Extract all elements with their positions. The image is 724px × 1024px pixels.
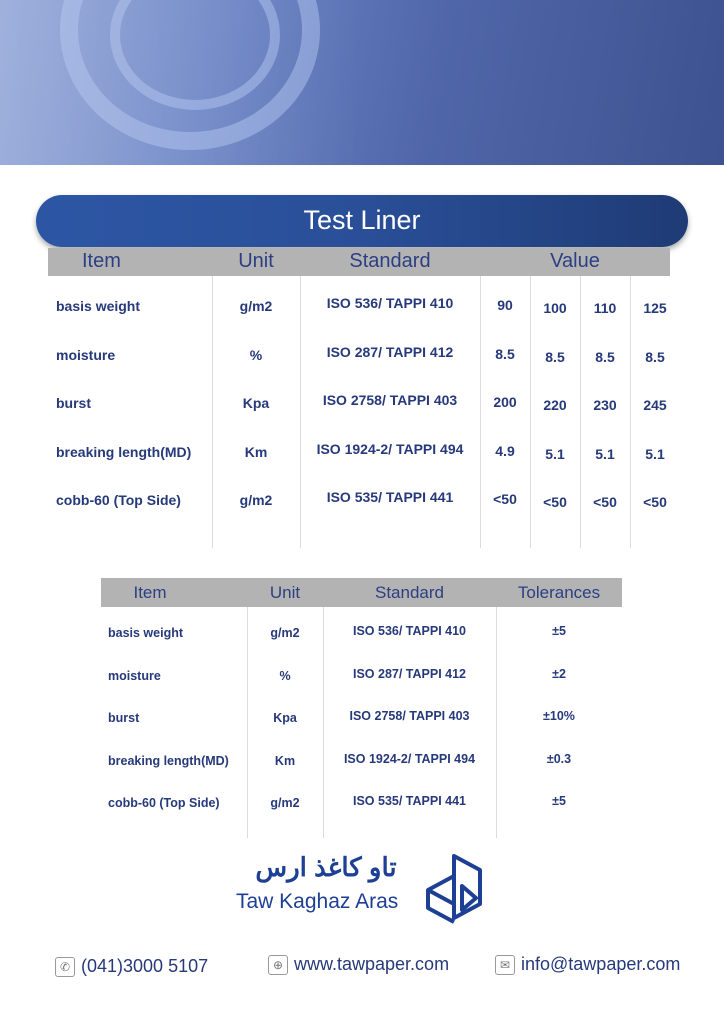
row-value: 230 xyxy=(593,397,617,413)
row-standard: ISO 536/ TAPPI 410 xyxy=(326,295,454,311)
row-unit: % xyxy=(249,347,263,363)
row-unit: % xyxy=(279,669,291,683)
row-standard: ISO 2758/ TAPPI 403 xyxy=(349,709,470,723)
logo-english: Taw Kaghaz Aras xyxy=(236,890,399,913)
row-value: 100 xyxy=(543,300,567,316)
row-tolerance: ±5 xyxy=(552,794,566,808)
header-cell: Standard xyxy=(349,250,431,272)
row-value: 8.5 xyxy=(595,349,615,365)
row-value: 8.5 xyxy=(495,346,515,362)
logo xyxy=(236,852,486,927)
row-unit: g/m2 xyxy=(270,626,300,640)
row-value: 8.5 xyxy=(645,349,665,365)
row-value: 125 xyxy=(643,300,667,316)
row-value: 8.5 xyxy=(545,349,565,365)
row-item: cobb-60 (Top Side) xyxy=(108,796,220,810)
header-cell: Item xyxy=(82,250,121,272)
footer-phone[interactable]: ✆ (041)3000 5107 xyxy=(55,956,208,977)
row-unit: Km xyxy=(244,444,268,460)
header-cell: Unit xyxy=(269,583,301,602)
footer-website[interactable]: ⊕ www.tawpaper.com xyxy=(268,954,449,975)
row-standard: ISO 535/ TAPPI 441 xyxy=(352,794,467,808)
row-tolerance: ±5 xyxy=(552,624,566,638)
row-value: 4.9 xyxy=(495,443,515,459)
row-unit: g/m2 xyxy=(270,796,300,810)
row-value: 220 xyxy=(543,397,567,413)
header-cell: Tolerances xyxy=(517,583,601,602)
row-standard: ISO 287/ TAPPI 412 xyxy=(352,667,467,681)
row-item: moisture xyxy=(108,669,161,683)
row-item: basis weight xyxy=(56,298,141,314)
row-item: cobb-60 (Top Side) xyxy=(56,492,181,508)
row-value: 200 xyxy=(493,394,517,410)
row-value: 5.1 xyxy=(645,446,665,462)
row-unit: Kpa xyxy=(273,711,297,725)
row-value: <50 xyxy=(593,494,617,510)
row-value: 245 xyxy=(643,397,667,413)
row-unit: g/m2 xyxy=(239,298,273,314)
hero-image-paper-roll xyxy=(0,0,724,165)
row-tolerance: ±0.3 xyxy=(546,752,572,766)
row-unit: Kpa xyxy=(242,395,270,411)
row-value: 5.1 xyxy=(595,446,615,462)
row-item: breaking length(MD) xyxy=(56,444,192,460)
row-value: 5.1 xyxy=(545,446,565,462)
row-item: burst xyxy=(108,711,140,725)
row-item: burst xyxy=(56,395,91,411)
row-item: basis weight xyxy=(108,626,184,640)
row-value: 90 xyxy=(497,297,513,313)
header-cell: Unit xyxy=(238,250,274,272)
globe-icon: ⊕ xyxy=(268,955,288,975)
phone-icon: ✆ xyxy=(55,957,75,977)
row-standard: ISO 2758/ TAPPI 403 xyxy=(322,392,458,408)
header-cell: Value xyxy=(550,250,600,272)
title-banner: Test Liner xyxy=(36,195,688,247)
row-standard: ISO 1924-2/ TAPPI 494 xyxy=(316,441,464,457)
column-divider xyxy=(300,276,301,548)
row-value: <50 xyxy=(493,491,517,507)
mail-icon: ✉ xyxy=(495,955,515,975)
table-header xyxy=(48,248,670,276)
row-value: <50 xyxy=(643,494,667,510)
row-unit: g/m2 xyxy=(239,492,273,508)
row-tolerance: ±2 xyxy=(552,667,566,681)
table-header xyxy=(101,578,622,607)
row-value: 110 xyxy=(593,300,617,316)
footer-email[interactable]: ✉ info@tawpaper.com xyxy=(495,954,680,975)
row-standard: ISO 1924-2/ TAPPI 494 xyxy=(343,752,476,766)
column-divider xyxy=(480,276,481,548)
logo-mark-icon xyxy=(424,852,486,927)
row-standard: ISO 536/ TAPPI 410 xyxy=(352,624,467,638)
row-standard: ISO 287/ TAPPI 412 xyxy=(326,344,454,360)
row-unit: Km xyxy=(274,754,296,768)
header-cell: Item xyxy=(133,583,167,602)
row-standard: ISO 535/ TAPPI 441 xyxy=(326,489,454,505)
row-item: breaking length(MD) xyxy=(108,754,229,768)
header-cell: Standard xyxy=(375,583,444,602)
row-value: <50 xyxy=(543,494,567,510)
row-item: moisture xyxy=(56,347,116,363)
logo-persian: تاو کاغذ ارس xyxy=(255,852,397,882)
row-tolerance: ±10% xyxy=(543,709,575,723)
